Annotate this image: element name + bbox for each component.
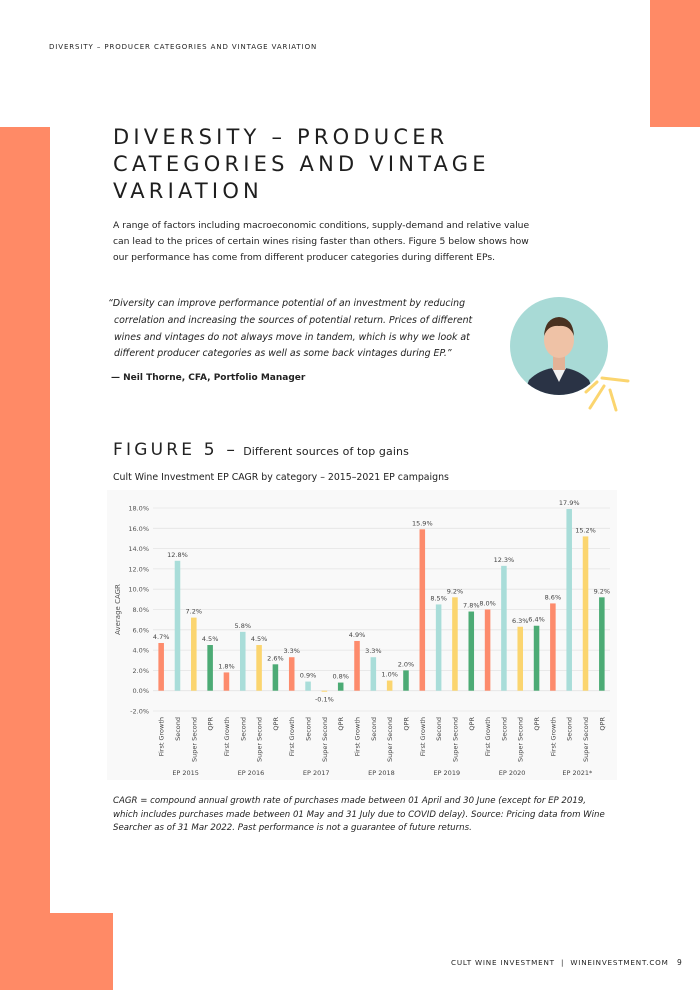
x-tick-label: Second [304,717,313,741]
y-axis-label: Average CAGR [114,584,122,635]
quote-line: different producer categories as well as some back vintages during EP.” [114,348,452,360]
x-tick-label: First Growth [484,717,493,757]
x-tick-label: Second [173,717,182,741]
bar [322,691,328,692]
x-tick-label: QPR [598,717,607,731]
x-tick-label: First Growth [353,717,362,757]
quote-line: “Diversity can improve performance potential of an investment by reducing [108,298,466,309]
y-tick-label: 6.0% [132,626,149,635]
intro-line: our performance has come from different producer categories during different EPs. [113,252,496,263]
decorative-block-bottom-left [0,913,113,990]
data-label: 1.8% [218,662,235,671]
bar [371,657,377,690]
bar [256,645,262,691]
data-label: 1.0% [381,670,398,679]
chart-canvas [107,490,617,780]
bar [191,618,197,691]
x-tick-label: Super Second [255,717,264,763]
data-label: 8.6% [544,593,562,602]
bar [289,657,295,690]
bar [452,597,458,690]
data-label: 17.9% [558,499,580,508]
x-tick-label: Super Second [451,717,460,763]
sparkle-decoration [582,368,642,418]
y-tick-label: -2.0% [130,707,149,716]
bar [224,672,230,690]
bar [420,529,426,690]
data-label: -0.1% [314,695,334,704]
bar [240,632,246,691]
data-label: 2.6% [267,654,284,663]
bar [158,643,164,691]
figure-title [113,440,409,460]
x-tick-label: Second [239,717,248,741]
data-label: 0.8% [332,672,349,681]
decorative-bar-left [0,127,50,913]
x-tick-label: First Growth [222,717,231,757]
x-tick-label: QPR [467,717,476,731]
x-tick-label: First Growth [288,717,297,757]
intro-line: A range of factors including macroeconomic conditions, supply-demand and relative value [113,220,530,231]
data-label: 15.9% [411,519,433,528]
data-label: 7.2% [185,607,203,616]
data-label: 3.3% [365,647,382,656]
x-tick-label: First Growth [157,717,166,757]
data-label: 7.8% [463,601,480,610]
page-title [113,124,543,205]
x-tick-label: First Growth [549,717,558,757]
quote-line: correlation and increasing the sources of potential return. Prices of different [114,314,473,326]
page-title-line: VARIATION [113,179,263,203]
bar [485,610,491,691]
pull-quote [108,296,508,363]
data-label: 4.9% [348,630,366,639]
group-label: EP 2016 [237,769,265,777]
decorative-block-top-right [650,0,700,127]
bar [354,641,360,691]
bar [468,612,474,691]
bar [517,627,523,691]
quote-line: wines and vintages do not always move in tandem, which is why we look at [114,331,470,343]
x-tick-label: QPR [271,717,280,731]
y-tick-label: 18.0% [128,504,149,513]
data-label: 9.2% [593,587,611,596]
page-number: 9 [677,958,682,967]
y-tick-label: 16.0% [128,524,149,533]
bar [338,683,344,691]
data-label: 15.2% [575,526,596,535]
x-tick-label: Super Second [320,717,329,763]
x-tick-label: QPR [206,717,215,731]
x-tick-label: First Growth [418,717,427,757]
y-tick-label: 14.0% [128,545,149,554]
bar [403,670,409,690]
data-label: 4.7% [152,632,170,641]
group-label: EP 2019 [433,769,461,777]
bar [599,597,605,690]
x-tick-label: Second [435,717,444,741]
group-label: EP 2017 [302,769,330,777]
footer-text: CULT WINE INVESTMENT | WINEINVESTMENT.COM [451,958,669,967]
y-tick-label: 8.0% [132,606,149,614]
data-label: 3.3% [283,647,300,656]
running-header: DIVERSITY – PRODUCER CATEGORIES AND VINTAGE VARIATION [49,43,318,51]
data-label: 2.0% [397,660,415,669]
intro-paragraph [113,218,558,266]
x-tick-label: Super Second [582,717,591,763]
x-tick-label: Super Second [516,717,525,763]
x-tick-label: Super Second [386,717,395,763]
data-label: 6.4% [528,615,545,624]
y-tick-label: 2.0% [132,666,149,675]
data-label: 4.5% [201,635,219,644]
figure-subtitle: Cult Wine Investment EP CAGR by category – 2015–2021 EP campaigns [113,472,449,483]
data-label: 12.3% [493,555,515,564]
x-tick-label: Second [369,717,378,741]
group-label: EP 2018 [368,769,395,777]
group-label: EP 2021* [562,769,593,777]
data-label: 12.8% [167,550,188,559]
footnote-line: Searcher as of 31 Mar 2022. Past performance is not a guarantee of future returns. [113,823,472,834]
bar [534,626,540,691]
x-tick-label: QPR [337,717,346,731]
page-title-line: CATEGORIES AND VINTAGE [113,152,490,176]
bar [175,561,181,691]
quote-attribution: — Neil Thorne, CFA, Portfolio Manager [111,373,306,383]
y-tick-label: 10.0% [128,585,149,594]
footnote-line: which includes purchases made between 01 May and 31 July due to COVID delay). Source: Pricing data from Wine [113,809,605,820]
data-label: 5.8% [234,621,252,630]
data-label: 4.5% [250,635,268,644]
bar [387,681,393,691]
data-label: 0.9% [299,671,317,680]
footnote-line: CAGR = compound annual growth rate of purchases made between 01 April and 30 June (except for EP 2019, [113,796,587,806]
x-tick-label: Second [565,717,574,741]
data-label: 8.5% [430,594,447,603]
bar [436,604,442,690]
bar [273,664,279,690]
group-label: EP 2020 [498,769,526,777]
x-tick-label: Super Second [190,717,199,763]
x-tick-label: QPR [402,717,411,731]
figure-footnote [113,795,613,836]
data-label: 9.2% [446,587,464,596]
bar [501,566,507,691]
figure-heading: Different sources of top gains [243,445,409,458]
bar [305,682,311,691]
bar [566,509,572,691]
y-tick-label: 4.0% [132,646,149,655]
y-tick-label: 12.0% [128,565,149,574]
cagr-bar-chart [107,490,617,780]
bar [207,645,213,691]
y-tick-label: 0.0% [132,687,149,696]
page-title-line: DIVERSITY – PRODUCER [113,125,449,149]
bar [583,536,589,690]
group-label: EP 2015 [172,769,199,777]
x-tick-label: Second [500,717,509,741]
bar [550,603,556,690]
x-tick-label: QPR [533,717,542,731]
figure-label: FIGURE 5 – [113,440,239,460]
intro-line: can lead to the prices of certain wines rising faster than others. Figure 5 below shows how [113,236,529,247]
data-label: 6.3% [511,616,529,625]
data-label: 8.0% [479,599,496,608]
